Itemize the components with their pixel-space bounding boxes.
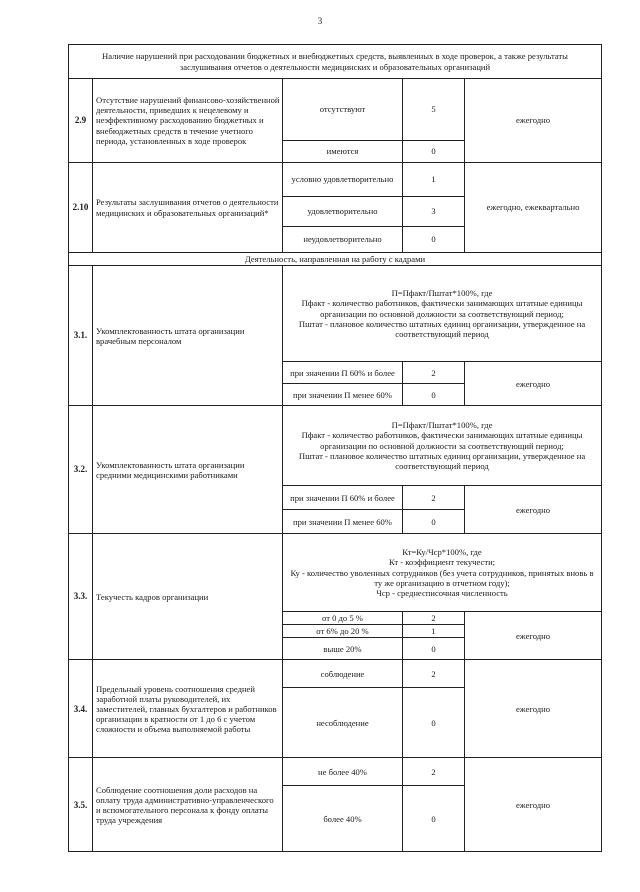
option-label: при значении П 60% и более — [283, 486, 403, 510]
table-header: Наличие нарушений при расходовании бюджетных и внебюджетных средств, выявленных в ходе проверок, а также результаты заслушивания отчетов о деятельности медицинских и образовательных организаций — [69, 45, 602, 79]
option-label: отсутствуют — [283, 79, 403, 141]
row-number: 3.5. — [69, 758, 93, 852]
option-label: условно удовлетворительно — [283, 163, 403, 197]
row-number: 3.4. — [69, 660, 93, 758]
option-label: при значении П 60% и более — [283, 362, 403, 384]
criterion-description: Предельный уровень соотношения средней заработной платы руководителей, их заместителей, главных бухгалтеров и работников организации в кратности от 1 до 6 с учетом сложности и объема выполняемой работы — [93, 660, 283, 758]
option-label: при значении П менее 60% — [283, 384, 403, 406]
option-label: имеются — [283, 141, 403, 163]
period: ежегодно — [465, 79, 602, 163]
criteria-table — [68, 44, 602, 852]
row-number: 3.1. — [69, 266, 93, 406]
section-title: Деятельность, направленная на работу с кадрами — [69, 253, 602, 266]
option-score: 0 — [403, 141, 465, 163]
formula-line: Ку - количество уволенных сотрудников (без учета сотрудников, принятых вновь в ту же организацию в отчетном году); — [290, 567, 594, 588]
option-score: 3 — [403, 197, 465, 227]
period: ежегодно — [465, 362, 602, 406]
criterion-description: Укомплектованность штата организации врачебным персоналом — [93, 266, 283, 406]
option-label: от 6% до 20 % — [283, 625, 403, 638]
option-score: 2 — [403, 758, 465, 786]
formula-line: П=Пфакт/Пштат*100%, где — [391, 420, 493, 431]
option-score: 0 — [403, 510, 465, 534]
formula-line: Пштат - плановое количество штатных единиц организации, утвержденное на соответствующий период — [298, 318, 586, 339]
option-label: от 0 до 5 % — [283, 612, 403, 625]
formula-line: Чср - среднесписочная численность — [376, 587, 508, 598]
criterion-description: Соблюдение соотношения доли расходов на оплату труда административно-управленческого и вспомогательного персонала к фонду оплаты труда учреждения — [93, 758, 283, 852]
option-label: несоблюдение — [283, 688, 403, 758]
formula-line: Пфакт - количество работников, фактически занимающих штатные единицы организации по основной должности за соответствующий период; — [301, 298, 583, 319]
period: ежегодно, ежеквартально — [465, 163, 602, 253]
formula-line: Пштат - плановое количество штатных единиц организации, утвержденное на соответствующий период — [298, 450, 586, 471]
page-number: 3 — [317, 16, 323, 26]
option-score: 0 — [403, 688, 465, 758]
option-label: удовлетворительно — [283, 197, 403, 227]
formula — [283, 534, 602, 612]
option-score: 2 — [403, 660, 465, 688]
row-number: 2.9 — [69, 79, 93, 163]
criterion-description: Укомплектованность штата организации средними медицинскими работниками — [93, 406, 283, 534]
criterion-description: Текучесть кадров организации — [93, 534, 283, 660]
option-score: 0 — [403, 786, 465, 852]
option-score: 0 — [403, 227, 465, 253]
formula-line: Пфакт - количество работников, фактически занимающих штатные единицы организации по основной должности за соответствующий период; — [301, 430, 583, 451]
period: ежегодно — [465, 758, 602, 852]
option-label: соблюдение — [283, 660, 403, 688]
option-score: 1 — [403, 163, 465, 197]
option-score: 0 — [403, 638, 465, 660]
row-number: 3.2. — [69, 406, 93, 534]
option-label: выше 20% — [283, 638, 403, 660]
option-score: 2 — [403, 612, 465, 625]
criterion-description: Отсутствие нарушений финансово-хозяйственной деятельности, приведших к нецелевому и неэффективному расходованию бюджетных и внебюджетных средств в течение учетного периода, установленных в ходе проверок — [93, 79, 283, 163]
criterion-description: Результаты заслушивания отчетов о деятельности медицинских и образовательных организаций* — [93, 163, 283, 253]
formula — [283, 406, 602, 486]
formula-line: Кт - коэффициент текучести; — [388, 557, 496, 568]
option-label: неудовлетворительно — [283, 227, 403, 253]
option-score: 2 — [403, 362, 465, 384]
option-label: при значении П менее 60% — [283, 510, 403, 534]
formula — [283, 266, 602, 362]
option-score: 2 — [403, 486, 465, 510]
formula-line: Кт=Ку/Чср*100%, где — [402, 547, 482, 558]
period: ежегодно — [465, 612, 602, 660]
row-number: 2.10 — [69, 163, 93, 253]
option-score: 1 — [403, 625, 465, 638]
row-number: 3.3. — [69, 534, 93, 660]
option-score: 5 — [403, 79, 465, 141]
option-label: не более 40% — [283, 758, 403, 786]
option-label: более 40% — [283, 786, 403, 852]
formula-line: П=Пфакт/Пштат*100%, где — [391, 288, 493, 299]
option-score: 0 — [403, 384, 465, 406]
period: ежегодно — [465, 660, 602, 758]
period: ежегодно — [465, 486, 602, 534]
